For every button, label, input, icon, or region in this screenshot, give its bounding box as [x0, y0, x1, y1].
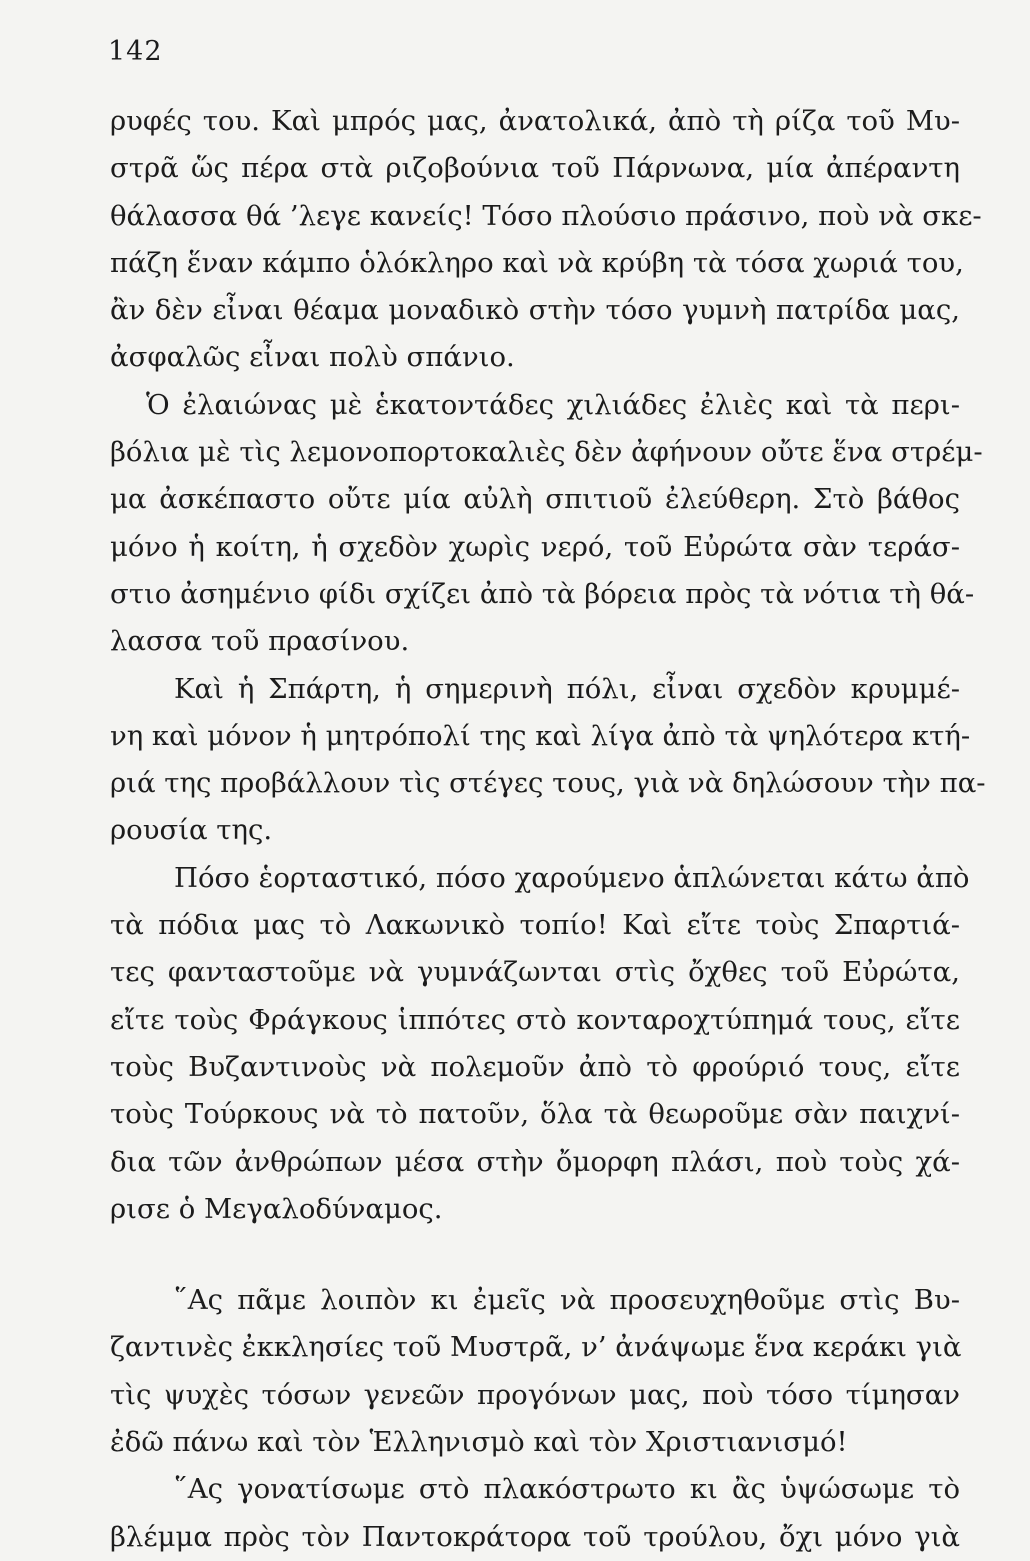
- text-line: στιο ἀσημένιο φίδι σχίζει ἀπὸ τὰ βόρεια πρὸς τὰ νότια τὴ θά-: [110, 577, 975, 610]
- text-line: μόνο ἡ κοίτη, ἡ σχεδὸν χωρὶς νερό, τοῦ Εὐρώτα σὰν τεράσ-: [110, 530, 960, 563]
- text-line: ἂν δὲν εἶναι θέαμα μοναδικὸ στὴν τόσο γυμνὴ πατρίδα μας,: [110, 294, 960, 327]
- text-line: ρουσία της.: [110, 814, 273, 847]
- text-line: ριά της προβάλλουν τὶς στέγες τους, γιὰ νὰ δηλώσουν τὴν πα-: [110, 767, 986, 800]
- body-text: [110, 98, 986, 1561]
- text-line: τοὺς Τούρκους νὰ τὸ πατοῦν, ὅλα τὰ θεωροῦμε σὰν παιχνί-: [110, 1098, 960, 1131]
- text-line: ρισε ὁ Μεγαλοδύναμος.: [110, 1192, 443, 1225]
- text-line: πάζη ἕναν κάμπο ὁλόκληρο καὶ νὰ κρύβη τὰ τόσα χωριά του,: [110, 246, 964, 279]
- text-line: μα ἀσκέπαστο οὔτε μία αὐλὴ σπιτιοῦ ἐλεύθερη. Στὸ βάθος: [110, 483, 960, 516]
- text-line: Ὁ ἐλαιώνας μὲ ἑκατοντάδες χιλιάδες ἐλιὲς καὶ τὰ περι-: [146, 388, 960, 421]
- text-line: τὰ πόδια μας τὸ Λακωνικὸ τοπίο! Καὶ εἴτε τοὺς Σπαρτιά-: [110, 909, 960, 942]
- text-line: νη καὶ μόνον ἡ μητρόπολί της καὶ λίγα ἀπὸ τὰ ψηλότερα κτή-: [110, 719, 971, 752]
- page-number: 142: [108, 36, 163, 67]
- text-line: Πόσο ἑορταστικό, πόσο χαρούμενο ἁπλώνεται κάτω ἀπὸ: [174, 861, 970, 894]
- text-line: ἀσφαλῶς εἶναι πολὺ σπάνιο.: [110, 341, 515, 374]
- text-line: βλέμμα πρὸς τὸν Παντοκράτορα τοῦ τρούλου, ὄχι μόνο γιὰ: [110, 1520, 960, 1553]
- text-line: λασσα τοῦ πρασίνου.: [110, 625, 410, 658]
- text-line: βόλια μὲ τὶς λεμονοπορτοκαλιὲς δὲν ἀφήνουν οὔτε ἕνα στρέμ-: [110, 436, 983, 469]
- text-line: στρᾶ ὥς πέρα στὰ ριζοβούνια τοῦ Πάρνωνα, μία ἀπέραντη: [110, 152, 960, 185]
- text-line: τὶς ψυχὲς τόσων γενεῶν προγόνων μας, ποὺ τόσο τίμησαν: [110, 1378, 960, 1411]
- text-line: τοὺς Βυζαντινοὺς νὰ πολεμοῦν ἀπὸ τὸ φρούριό τους, εἴτε: [110, 1050, 960, 1083]
- paragraph-gap: [110, 1233, 960, 1277]
- text-line: ἐδῶ πάνω καὶ τὸν Ἑλληνισμὸ καὶ τὸν Χριστιανισμό!: [110, 1426, 848, 1459]
- text-line: ζαντινὲς ἐκκλησίες τοῦ Μυστρᾶ, ν’ ἀνάψωμε ἕνα κεράκι γιὰ: [110, 1331, 962, 1364]
- text-line: τες φανταστοῦμε νὰ γυμνάζωνται στὶς ὄχθες τοῦ Εὐρώτα,: [110, 956, 960, 989]
- text-line: εἴτε τοὺς Φράγκους ἱππότες στὸ κονταροχτύπημά τους, εἴτε: [110, 1003, 960, 1036]
- text-line: Καὶ ἡ Σπάρτη, ἡ σημερινὴ πόλι, εἶναι σχεδὸν κρυμμέ-: [174, 672, 960, 705]
- text-line: θάλασσα θά ’λεγε κανείς! Τόσο πλούσιο πράσινο, ποὺ νὰ σκε-: [110, 199, 982, 232]
- text-line: ρυφές του. Καὶ μπρός μας, ἀνατολικά, ἀπὸ τὴ ρίζα τοῦ Μυ-: [110, 105, 960, 137]
- text-line: ῞Ας πᾶμε λοιπὸν κι ἐμεῖς νὰ προσευχηθοῦμε στὶς Βυ-: [174, 1284, 960, 1317]
- text-line: ῞Ας γονατίσωμε στὸ πλακόστρωτο κι ἂς ὑψώσωμε τὸ: [174, 1473, 960, 1506]
- text-line: δια τῶν ἀνθρώπων μέσα στὴν ὄμορφη πλάσι, ποὺ τοὺς χά-: [110, 1145, 960, 1178]
